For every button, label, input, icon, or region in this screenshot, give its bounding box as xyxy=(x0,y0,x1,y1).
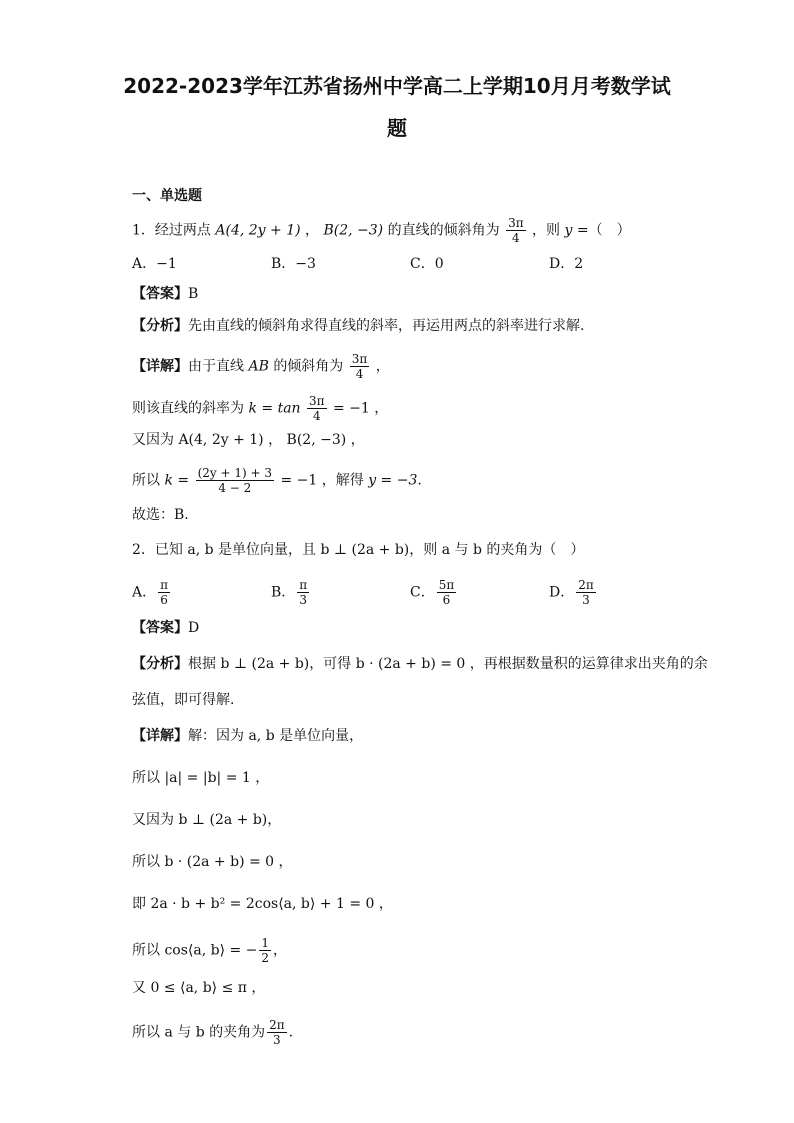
q1-option-b: B．−3 xyxy=(271,256,316,272)
q1-var-y: y xyxy=(564,222,573,239)
q2-detail-8: 所以 a 与 b 的夹角为 $\frac{2\pi}{3}$ . xyxy=(132,1018,294,1047)
q2-detail-6: 所以 cos⟨a, b⟩ = − $\frac{1}{2}$ ， xyxy=(132,936,288,965)
q2-answer xyxy=(132,618,199,638)
answer-value: D xyxy=(188,620,200,636)
q1-detail-fraction: $\frac{3\pi}{4}$ xyxy=(351,352,368,381)
q1-detail-2: 则该直线的斜率为 k = tan $\frac{3\pi}{4}$ = −1 ， xyxy=(132,394,389,423)
q2-analysis-1: 【分析】根据 b ⊥ (2a + b)，可得 b · (2a + b) = 0 ，再根据数量积的运算律求出夹角的余 xyxy=(132,656,708,672)
q1-detail-3: 又因为 A(4, 2y + 1) ， B(2, −3) ， xyxy=(132,432,365,448)
q1-detail-1: 【详解】由于直线 AB 的倾斜角为 $\frac{3\pi}{4}$ ， xyxy=(132,352,390,381)
q1-analysis xyxy=(132,316,584,336)
q2-detail-3: 又因为 b ⊥ (2a + b)， xyxy=(132,812,282,828)
page-title-continued: 题 xyxy=(387,116,407,140)
analysis-tag: 【分析】 xyxy=(132,656,188,672)
q1-stem-b: 的直线的倾斜角为 xyxy=(387,222,500,239)
question-2-stem: 2．已知 a, b 是单位向量，且 b ⊥ (2a + b)，则 a 与 b 的夹角为（ ） xyxy=(132,542,585,558)
q2-option-a: A． $\frac{\pi}{6}$ xyxy=(132,578,169,607)
q2-detail-1: 【详解】解：因为 a, b 是单位向量， xyxy=(132,728,364,744)
detail-tag: 【详解】 xyxy=(132,358,188,375)
q1-slope-fraction: $\frac{3\pi}{4}$ xyxy=(309,394,325,423)
q1-detail-4: 所以 k = $\frac{(2y + 1) + 3}{4 - 2}$ = −1 ，解得 y = −3. xyxy=(132,466,422,495)
q1-slope-calc-fraction: $\frac{(2y + 1) + 3}{4 - 2}$ xyxy=(197,466,272,495)
page-title: 2022-2023学年江苏省扬州中学高二上学期10月月考数学试 xyxy=(123,74,671,98)
answer-value: B xyxy=(188,286,199,302)
q2-detail-4: 所以 b · (2a + b) = 0 ， xyxy=(132,854,293,870)
section-heading: 一、单选题 xyxy=(132,188,202,204)
q2-detail-2: 所以 |a| = |b| = 1 ， xyxy=(132,770,270,786)
question-1-stem xyxy=(132,216,631,245)
answer-tag: 【答案】 xyxy=(132,286,188,302)
q1-option-c: C．0 xyxy=(410,256,444,272)
analysis-text: 先由直线的倾斜角求得直线的斜率，再运用两点的斜率进行求解. xyxy=(188,318,585,334)
q2-analysis-2: 弦值，即可得解. xyxy=(132,692,235,708)
q1-point-a: A(4, 2y + 1) xyxy=(215,222,301,239)
q2-detail-7: 又 0 ≤ ⟨a, b⟩ ≤ π ， xyxy=(132,980,266,996)
answer-tag: 【答案】 xyxy=(132,620,188,636)
q1-stem-a: 1．经过两点 xyxy=(132,222,211,239)
q2-option-d: D． $\frac{2\pi}{3}$ xyxy=(549,578,594,607)
q1-stem-d: =（ ） xyxy=(576,222,631,239)
q1-option-a: A．−1 xyxy=(132,256,177,272)
q1-stem-c: ，则 xyxy=(532,222,561,239)
q1-sep: ， xyxy=(305,222,320,239)
q1-point-b: B(2, −3) xyxy=(323,222,384,239)
q1-answer xyxy=(132,284,198,304)
q1-conclusion: 故选：B. xyxy=(132,507,189,523)
q2-option-c: C． $\frac{5\pi}{6}$ xyxy=(410,578,455,607)
q1-option-d: D．2 xyxy=(549,256,584,272)
q2-option-b: B． $\frac{\pi}{3}$ xyxy=(271,578,308,607)
analysis-tag: 【分析】 xyxy=(132,318,188,334)
q1-angle-fraction: $\frac{3\pi}{4}$ xyxy=(508,216,524,245)
detail-tag: 【详解】 xyxy=(132,728,188,744)
q2-detail-5: 即 2a · b + b² = 2cos⟨a, b⟩ + 1 = 0 ， xyxy=(132,896,393,912)
